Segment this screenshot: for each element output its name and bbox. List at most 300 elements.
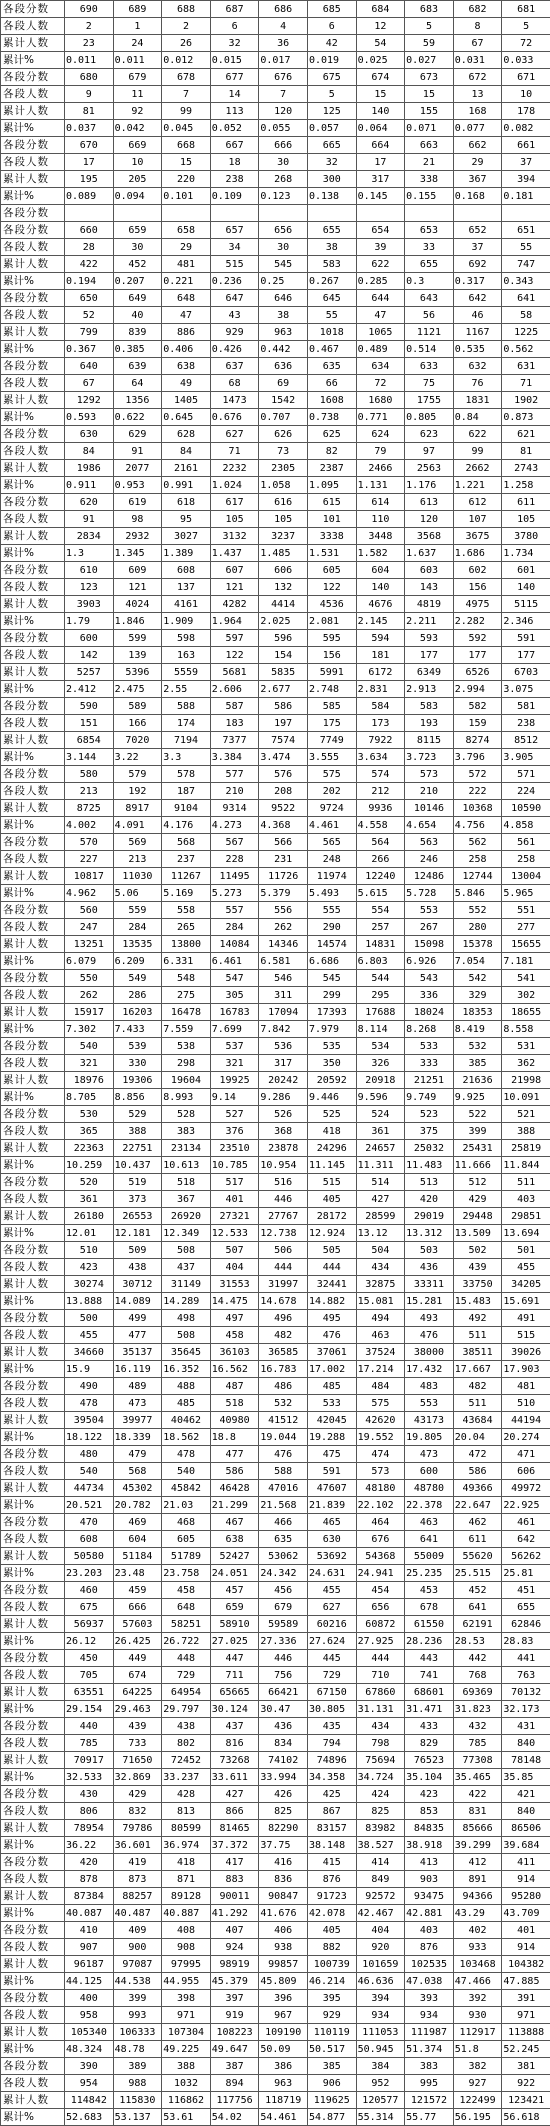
- table-cell: 1.221: [453, 477, 502, 494]
- table-cell: 13.312: [405, 1225, 454, 1242]
- row-label: 累计%: [1, 2109, 65, 2126]
- table-cell: 0.011: [113, 52, 162, 69]
- table-cell: 1.964: [210, 613, 259, 630]
- table-cell: 2.346: [502, 613, 550, 630]
- table-cell: 605: [307, 562, 356, 579]
- table-cell: 458: [162, 1582, 211, 1599]
- table-cell: 8725: [65, 800, 114, 817]
- table-cell: 31.131: [356, 1701, 405, 1718]
- table-cell: 416: [259, 1854, 308, 1871]
- table-cell: 542: [453, 970, 502, 987]
- table-cell: 597: [210, 630, 259, 647]
- table-cell: 19.044: [259, 1429, 308, 1446]
- row-label: 累计%: [1, 1089, 65, 1106]
- table-cell: 23510: [210, 1140, 259, 1157]
- table-cell: 954: [65, 2075, 114, 2092]
- table-cell: 305: [210, 987, 259, 1004]
- table-cell: 25032: [405, 1140, 454, 1157]
- table-cell: 799: [65, 324, 114, 341]
- row-label: 各段分数: [1, 290, 65, 307]
- percent-row: [1, 1429, 550, 1446]
- table-cell: 633: [405, 358, 454, 375]
- table-cell: 1.531: [307, 545, 356, 562]
- table-cell: 61550: [405, 1616, 454, 1633]
- table-cell: 163: [162, 647, 211, 664]
- table-cell: 866: [210, 1803, 259, 1820]
- table-cell: 651: [502, 222, 550, 239]
- table-cell: 174: [162, 715, 211, 732]
- table-cell: 54.877: [307, 2109, 356, 2126]
- table-cell: 394: [356, 1990, 405, 2007]
- table-cell: 435: [307, 1718, 356, 1735]
- table-cell: 30: [259, 154, 308, 171]
- table-cell: 608: [65, 1531, 114, 1548]
- row-label: 累计%: [1, 681, 65, 698]
- table-cell: 641: [405, 1531, 454, 1548]
- row-label: 各段人数: [1, 1939, 65, 1956]
- table-cell: 17393: [307, 1004, 356, 1021]
- table-cell: 91: [65, 511, 114, 528]
- table-cell: 882: [307, 1939, 356, 1956]
- table-cell: 224: [502, 783, 550, 800]
- table-cell: 83982: [356, 1820, 405, 1837]
- table-cell: 645: [307, 290, 356, 307]
- cumulative-row: [1, 1888, 550, 1905]
- table-cell: 37: [453, 239, 502, 256]
- table-cell: 47016: [259, 1480, 308, 1497]
- table-cell: 494: [356, 1310, 405, 1327]
- table-cell: 467: [210, 1514, 259, 1531]
- table-cell: 55: [502, 239, 550, 256]
- table-cell: 26.12: [65, 1633, 114, 1650]
- table-cell: 28.53: [453, 1633, 502, 1650]
- table-cell: 26.425: [113, 1633, 162, 1650]
- table-cell: 0.771: [356, 409, 405, 426]
- table-cell: 17.903: [502, 1361, 550, 1378]
- table-cell: 38.527: [356, 1837, 405, 1854]
- table-cell: 30712: [113, 1276, 162, 1293]
- score-row: [1, 1378, 550, 1395]
- table-cell: 903: [405, 1871, 454, 1888]
- table-cell: 547: [210, 970, 259, 987]
- table-cell: 9936: [356, 800, 405, 817]
- table-cell: 106333: [113, 2024, 162, 2041]
- table-cell: 178: [502, 103, 550, 120]
- table-cell: 388: [502, 1123, 550, 1140]
- table-cell: 0.145: [356, 188, 405, 205]
- table-cell: 155: [405, 103, 454, 120]
- table-cell: 21.568: [259, 1497, 308, 1514]
- table-cell: 581: [502, 698, 550, 715]
- table-cell: 433: [405, 1718, 454, 1735]
- table-cell: 920: [356, 1939, 405, 1956]
- table-cell: 675: [307, 69, 356, 86]
- table-cell: 222: [453, 783, 502, 800]
- table-cell: 656: [356, 1599, 405, 1616]
- table-cell: 9522: [259, 800, 308, 817]
- table-cell: 10368: [453, 800, 502, 817]
- table-cell: 59589: [259, 1616, 308, 1633]
- table-cell: 53692: [307, 1548, 356, 1565]
- table-cell: 99: [162, 103, 211, 120]
- table-cell: 427: [210, 1786, 259, 1803]
- table-cell: 690: [65, 1, 114, 18]
- table-cell: 0.535: [453, 341, 502, 358]
- table-cell: 483: [405, 1378, 454, 1395]
- row-label: 累计人数: [1, 664, 65, 681]
- table-cell: 192: [113, 783, 162, 800]
- count-row: [1, 154, 550, 171]
- table-cell: 460: [65, 1582, 114, 1599]
- table-cell: 444: [356, 1650, 405, 1667]
- table-cell: 81: [65, 103, 114, 120]
- table-cell: 557: [210, 902, 259, 919]
- table-cell: 115830: [113, 2092, 162, 2109]
- table-cell: 18976: [65, 1072, 114, 1089]
- table-cell: 14346: [259, 936, 308, 953]
- table-cell: 65665: [210, 1684, 259, 1701]
- row-label: 各段分数: [1, 1922, 65, 1939]
- table-cell: 655: [405, 256, 454, 273]
- table-cell: 177: [453, 647, 502, 664]
- table-cell: 10.785: [210, 1157, 259, 1174]
- table-cell: 591: [307, 1463, 356, 1480]
- table-cell: 97: [405, 443, 454, 460]
- cumulative-row: [1, 732, 550, 749]
- table-cell: 376: [210, 1123, 259, 1140]
- table-cell: 47: [356, 307, 405, 324]
- row-label: 各段人数: [1, 307, 65, 324]
- table-cell: 478: [65, 1395, 114, 1412]
- table-cell: 197: [259, 715, 308, 732]
- table-cell: 268: [259, 171, 308, 188]
- table-cell: 195: [65, 171, 114, 188]
- table-cell: 1542: [259, 392, 308, 409]
- cumulative-row: [1, 596, 550, 613]
- row-label: 各段人数: [1, 647, 65, 664]
- table-cell: 682: [453, 1, 502, 18]
- table-cell: 42.078: [307, 1905, 356, 1922]
- row-label: 各段人数: [1, 1531, 65, 1548]
- table-cell: 579: [113, 766, 162, 783]
- table-cell: 367: [162, 1191, 211, 1208]
- table-cell: 29.154: [65, 1701, 114, 1718]
- table-cell: 67150: [307, 1684, 356, 1701]
- table-cell: 154: [259, 647, 308, 664]
- table-cell: 330: [113, 1055, 162, 1072]
- table-cell: 397: [210, 1990, 259, 2007]
- table-cell: 9314: [210, 800, 259, 817]
- table-cell: 3568: [405, 528, 454, 545]
- table-cell: 6.209: [113, 953, 162, 970]
- table-cell: [259, 205, 308, 222]
- table-cell: 668: [162, 137, 211, 154]
- table-cell: 52: [65, 307, 114, 324]
- table-cell: 15.691: [502, 1293, 550, 1310]
- table-cell: 262: [65, 987, 114, 1004]
- table-cell: 390: [65, 2058, 114, 2075]
- table-cell: 426: [259, 1786, 308, 1803]
- table-cell: 3448: [356, 528, 405, 545]
- table-cell: 420: [405, 1191, 454, 1208]
- table-cell: 938: [259, 1939, 308, 1956]
- cumulative-row: [1, 1208, 550, 1225]
- table-cell: 642: [453, 290, 502, 307]
- table-cell: 1.058: [259, 477, 308, 494]
- table-cell: 39504: [65, 1412, 114, 1429]
- table-cell: 515: [307, 1174, 356, 1191]
- table-cell: 98: [113, 511, 162, 528]
- table-cell: 560: [65, 902, 114, 919]
- table-cell: 14574: [307, 936, 356, 953]
- table-cell: 8.993: [162, 1089, 211, 1106]
- table-cell: 9.596: [356, 1089, 405, 1106]
- table-cell: 1.686: [453, 545, 502, 562]
- table-cell: 639: [113, 358, 162, 375]
- row-label: 各段分数: [1, 1990, 65, 2007]
- table-cell: 515: [502, 1327, 550, 1344]
- table-cell: 23878: [259, 1140, 308, 1157]
- table-cell: 238: [502, 715, 550, 732]
- table-cell: 12.349: [162, 1225, 211, 1242]
- table-cell: 434: [356, 1718, 405, 1735]
- row-label: 累计人数: [1, 1888, 65, 1905]
- table-cell: 1121: [405, 324, 454, 341]
- table-cell: 116862: [162, 2092, 211, 2109]
- table-cell: 39026: [502, 1344, 550, 1361]
- table-cell: 436: [405, 1259, 454, 1276]
- row-label: 累计%: [1, 2041, 65, 2058]
- table-cell: 75: [405, 375, 454, 392]
- row-label: 累计人数: [1, 596, 65, 613]
- table-cell: 46.214: [307, 1973, 356, 1990]
- table-cell: 5257: [65, 664, 114, 681]
- table-cell: 24.941: [356, 1565, 405, 1582]
- row-label: 累计%: [1, 1497, 65, 1514]
- table-cell: 11974: [307, 868, 356, 885]
- table-cell: 9.925: [453, 1089, 502, 1106]
- table-cell: 181: [356, 647, 405, 664]
- count-row: [1, 1735, 550, 1752]
- table-cell: 543: [405, 970, 454, 987]
- cumulative-row: [1, 936, 550, 953]
- table-cell: 5.846: [453, 885, 502, 902]
- table-cell: 373: [113, 1191, 162, 1208]
- table-cell: 1: [113, 18, 162, 35]
- table-cell: 3903: [65, 596, 114, 613]
- table-cell: 103468: [453, 1956, 502, 1973]
- table-cell: 2.994: [453, 681, 502, 698]
- table-cell: 1.389: [162, 545, 211, 562]
- table-cell: [405, 205, 454, 222]
- table-cell: 894: [210, 2075, 259, 2092]
- table-cell: 5.273: [210, 885, 259, 902]
- table-cell: 120: [259, 103, 308, 120]
- table-cell: 473: [113, 1395, 162, 1412]
- table-cell: 676: [356, 1531, 405, 1548]
- score-row: [1, 1242, 550, 1259]
- row-label: 累计%: [1, 1565, 65, 1582]
- cumulative-row: [1, 392, 550, 409]
- score-row: [1, 222, 550, 239]
- table-cell: 2077: [113, 460, 162, 477]
- table-cell: 569: [113, 834, 162, 851]
- table-cell: 834: [259, 1735, 308, 1752]
- table-cell: 33.237: [162, 1769, 211, 1786]
- table-cell: 7574: [259, 732, 308, 749]
- table-cell: 802: [162, 1735, 211, 1752]
- table-cell: 56: [405, 307, 454, 324]
- table-cell: 456: [259, 1582, 308, 1599]
- table-cell: 688: [162, 1, 211, 18]
- table-cell: 674: [113, 1667, 162, 1684]
- table-cell: 685: [307, 1, 356, 18]
- table-cell: 210: [405, 783, 454, 800]
- table-cell: 540: [65, 1038, 114, 1055]
- table-cell: 28.83: [502, 1633, 550, 1650]
- table-cell: 0.089: [65, 188, 114, 205]
- cumulative-row: [1, 1616, 550, 1633]
- table-cell: 840: [502, 1735, 550, 1752]
- table-cell: 36103: [210, 1344, 259, 1361]
- table-cell: 6349: [405, 664, 454, 681]
- table-cell: 385: [307, 2058, 356, 2075]
- table-cell: 19306: [113, 1072, 162, 1089]
- table-cell: 679: [113, 69, 162, 86]
- table-cell: 46.636: [356, 1973, 405, 1990]
- table-cell: 7.559: [162, 1021, 211, 1038]
- table-cell: 455: [502, 1259, 550, 1276]
- table-cell: 497: [210, 1310, 259, 1327]
- table-cell: 0.3: [405, 273, 454, 290]
- table-cell: 2.677: [259, 681, 308, 698]
- table-cell: 0.991: [162, 477, 211, 494]
- table-cell: 32875: [356, 1276, 405, 1293]
- cumulative-row: [1, 171, 550, 188]
- table-cell: 876: [405, 1939, 454, 1956]
- table-cell: 55.77: [405, 2109, 454, 2126]
- table-cell: 399: [113, 1990, 162, 2007]
- row-label: 累计%: [1, 1021, 65, 1038]
- table-cell: 108223: [210, 2024, 259, 2041]
- table-cell: 457: [210, 1582, 259, 1599]
- table-cell: 168: [453, 103, 502, 120]
- table-cell: 35137: [113, 1344, 162, 1361]
- table-cell: 86506: [502, 1820, 550, 1837]
- table-cell: 993: [113, 2007, 162, 2024]
- table-cell: 121: [210, 579, 259, 596]
- table-cell: 1032: [162, 2075, 211, 2092]
- row-label: 各段分数: [1, 1650, 65, 1667]
- table-cell: 38511: [453, 1344, 502, 1361]
- table-cell: 455: [65, 1327, 114, 1344]
- table-cell: 733: [113, 1735, 162, 1752]
- score-row: [1, 426, 550, 443]
- table-cell: 166: [113, 715, 162, 732]
- table-cell: 365: [65, 1123, 114, 1140]
- table-cell: 42: [307, 35, 356, 52]
- table-cell: 24296: [307, 1140, 356, 1157]
- table-cell: 480: [65, 1446, 114, 1463]
- table-cell: 5.493: [307, 885, 356, 902]
- table-cell: 12.738: [259, 1225, 308, 1242]
- table-cell: 122499: [453, 2092, 502, 2109]
- table-cell: 1.131: [356, 477, 405, 494]
- table-cell: 610: [65, 562, 114, 579]
- table-cell: 3.22: [113, 749, 162, 766]
- table-cell: 0.101: [162, 188, 211, 205]
- table-cell: 525: [307, 1106, 356, 1123]
- percent-row: [1, 681, 550, 698]
- row-label: 累计人数: [1, 1548, 65, 1565]
- table-cell: 573: [356, 1463, 405, 1480]
- table-cell: 0.055: [259, 120, 308, 137]
- table-cell: 1.176: [405, 477, 454, 494]
- table-cell: 441: [502, 1650, 550, 1667]
- table-cell: 631: [502, 358, 550, 375]
- count-row: [1, 579, 550, 596]
- table-cell: 403: [502, 1191, 550, 1208]
- table-cell: 630: [307, 1531, 356, 1548]
- table-cell: 485: [162, 1395, 211, 1412]
- table-cell: 0.221: [162, 273, 211, 290]
- table-cell: 13800: [162, 936, 211, 953]
- table-cell: 500: [65, 1310, 114, 1327]
- table-cell: 662: [453, 137, 502, 154]
- table-cell: 46: [453, 307, 502, 324]
- table-cell: 321: [210, 1055, 259, 1072]
- table-cell: 472: [453, 1446, 502, 1463]
- table-cell: 210: [210, 783, 259, 800]
- table-cell: [356, 205, 405, 222]
- table-cell: 5991: [307, 664, 356, 681]
- table-cell: 958: [65, 2007, 114, 2024]
- table-cell: 551: [502, 902, 550, 919]
- table-cell: 24.342: [259, 1565, 308, 1582]
- row-label: 各段分数: [1, 1514, 65, 1531]
- table-cell: 90011: [210, 1888, 259, 1905]
- table-cell: 4414: [259, 596, 308, 613]
- table-cell: 46428: [210, 1480, 259, 1497]
- table-cell: 49.225: [162, 2041, 211, 2058]
- table-cell: 585: [307, 698, 356, 715]
- table-cell: 519: [113, 1174, 162, 1191]
- table-cell: 382: [453, 2058, 502, 2075]
- table-cell: 0.082: [502, 120, 550, 137]
- table-cell: 121: [113, 579, 162, 596]
- table-cell: 403: [405, 1922, 454, 1939]
- table-cell: 47.466: [453, 1973, 502, 1990]
- table-cell: 583: [307, 256, 356, 273]
- table-cell: 105: [210, 511, 259, 528]
- table-cell: [162, 205, 211, 222]
- table-cell: 362: [502, 1055, 550, 1072]
- table-cell: 5: [307, 86, 356, 103]
- table-cell: 825: [259, 1803, 308, 1820]
- table-cell: 648: [162, 290, 211, 307]
- table-cell: 29019: [405, 1208, 454, 1225]
- table-cell: 0.037: [65, 120, 114, 137]
- table-cell: 1755: [405, 392, 454, 409]
- table-cell: 8.268: [405, 1021, 454, 1038]
- table-cell: 427: [356, 1191, 405, 1208]
- table-cell: 424: [356, 1786, 405, 1803]
- table-cell: 533: [307, 1395, 356, 1412]
- table-cell: 92: [113, 103, 162, 120]
- table-cell: 659: [113, 222, 162, 239]
- table-cell: 670: [65, 137, 114, 154]
- table-cell: 34205: [502, 1276, 550, 1293]
